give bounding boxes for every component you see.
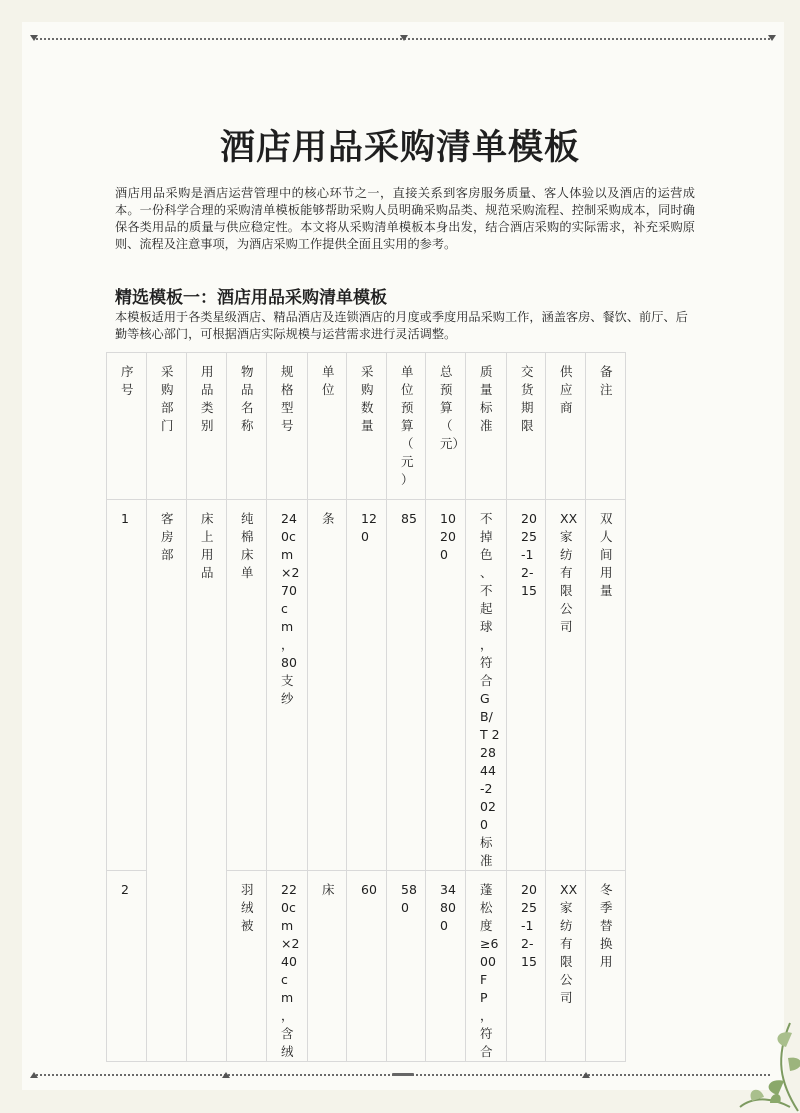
header-no: 序号 [107, 353, 147, 500]
header-category: 用品类别 [187, 353, 227, 500]
bottom-triangle-marker-icon [582, 1072, 590, 1078]
document-title: 酒店用品采购清单模板 [219, 128, 580, 168]
cell-dept: 客房部 [147, 500, 187, 1062]
header-qty: 采购数量 [347, 353, 387, 500]
cell-unit: 床 [308, 871, 347, 1062]
header-unit-price: 单位预算（元） [387, 353, 426, 500]
cell-delivery: 2025-12-15 [507, 871, 546, 1062]
cell-total: 34800 [426, 871, 466, 1062]
header-supplier: 供应商 [546, 353, 586, 500]
leaf-branch-icon [680, 1003, 800, 1113]
cell-name: 纯棉床单 [227, 500, 267, 871]
cell-quality: 蓬松度≥600FP，符合 [466, 871, 507, 1062]
cell-spec: 240cm×270cm，80支纱 [267, 500, 308, 871]
header-delivery: 交货期限 [507, 353, 546, 500]
intro-paragraph: 酒店用品采购是酒店运营管理中的核心环节之一，直接关系到客房服务质量、客人体验以及酒店的运营成本。一份科学合理的采购清单模板能够帮助采购人员明确采购品类、规范采购流程、控制采购成本，同时确保各类用品的质量与供应稳定性。本文将从采购清单模板本身出发，结合酒店采购的实际需求，补充采购原则、流程及注意事项，为酒店采购工作提供全面且实用的参考。 [115, 186, 695, 251]
bottom-center-bar-icon [392, 1073, 414, 1076]
cell-supplier: XX家纺有限公司 [546, 500, 586, 871]
cell-no: 2 [107, 871, 147, 1062]
top-right-triangle-icon [768, 35, 776, 41]
header-quality: 质量标准 [466, 353, 507, 500]
cell-no: 1 [107, 500, 147, 871]
cell-note: 冬季替换用 [586, 871, 626, 1062]
cell-quality: 不掉色、不起球，符合GB/T 22844-2020标准 [466, 500, 507, 871]
section-heading: 精选模板一：酒店用品采购清单模板 [115, 288, 387, 308]
cell-unit-price: 580 [387, 871, 426, 1062]
cell-unit-price: 85 [387, 500, 426, 871]
bottom-left-triangle-icon [30, 1072, 38, 1078]
cell-spec: 220cm×240cm，含绒 [267, 871, 308, 1062]
cell-delivery: 2025-12-15 [507, 500, 546, 871]
cell-unit: 条 [308, 500, 347, 871]
bottom-triangle-marker-icon [222, 1072, 230, 1078]
table-header-row [107, 353, 626, 500]
header-spec: 规格型号 [267, 353, 308, 500]
header-total: 总预算（元） [426, 353, 466, 500]
header-name: 物品名称 [227, 353, 267, 500]
top-left-triangle-icon [30, 35, 38, 41]
cell-total: 10200 [426, 500, 466, 871]
cell-name: 羽绒被 [227, 871, 267, 1062]
section-description: 本模板适用于各类星级酒店、精品酒店及连锁酒店的月度或季度用品采购工作，涵盖客房、餐饮、前厅、后勤等核心部门，可根据酒店实际规模与运营需求进行灵活调整。 [115, 310, 688, 341]
header-unit: 单位 [308, 353, 347, 500]
table-row [107, 500, 626, 871]
purchase-list-table [106, 352, 626, 1062]
cell-qty: 120 [347, 500, 387, 871]
header-note: 备注 [586, 353, 626, 500]
cell-category: 床上用品 [187, 500, 227, 1062]
cell-supplier: XX家纺有限公司 [546, 871, 586, 1062]
top-triangle-marker-icon [400, 35, 408, 41]
header-dept: 采购部门 [147, 353, 187, 500]
cell-note: 双人间用量 [586, 500, 626, 871]
cell-qty: 60 [347, 871, 387, 1062]
